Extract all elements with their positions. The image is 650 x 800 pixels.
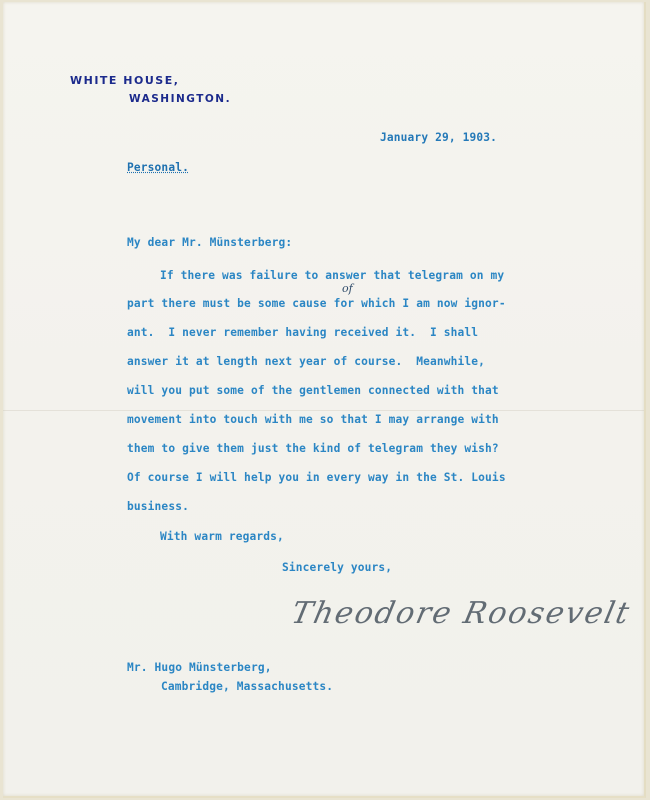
body-line: will you put some of the gentlemen connected with that bbox=[127, 384, 499, 397]
letter-paper bbox=[3, 2, 646, 798]
body-line: movement into touch with me so that I may arrange with bbox=[127, 413, 499, 426]
body-line: answer it at length next year of course. Meanwhile, bbox=[127, 355, 486, 368]
body-line: part there must be some cause for which I am now ignor- bbox=[127, 297, 506, 310]
recipient-location: Cambridge, Massachusetts. bbox=[161, 680, 334, 693]
recipient-name: Mr. Hugo Münsterberg, bbox=[127, 661, 272, 674]
letterhead-white-house: WHITE HOUSE, bbox=[70, 74, 180, 87]
salutation: My dear Mr. Münsterberg: bbox=[127, 236, 293, 249]
letterhead-washington: WASHINGTON. bbox=[129, 93, 232, 105]
handwritten-signature: Theodore Roosevelt bbox=[288, 596, 634, 631]
closing-regards: With warm regards, bbox=[160, 530, 284, 543]
body-line: them to give them just the kind of telegram they wish? bbox=[127, 442, 499, 455]
body-line: ant. I never remember having received it. I shall bbox=[127, 326, 479, 339]
body-line: Of course I will help you in every way in the St. Louis bbox=[127, 471, 506, 484]
handwritten-correction: of bbox=[342, 282, 353, 295]
personal-marking: Personal. bbox=[127, 161, 189, 174]
closing-valediction: Sincerely yours, bbox=[282, 561, 393, 574]
body-line: If there was failure to answer that telegram on my bbox=[160, 269, 505, 282]
paper-fold-line bbox=[3, 410, 644, 411]
letter-date: January 29, 1903. bbox=[380, 131, 498, 144]
body-line: business. bbox=[127, 500, 189, 513]
